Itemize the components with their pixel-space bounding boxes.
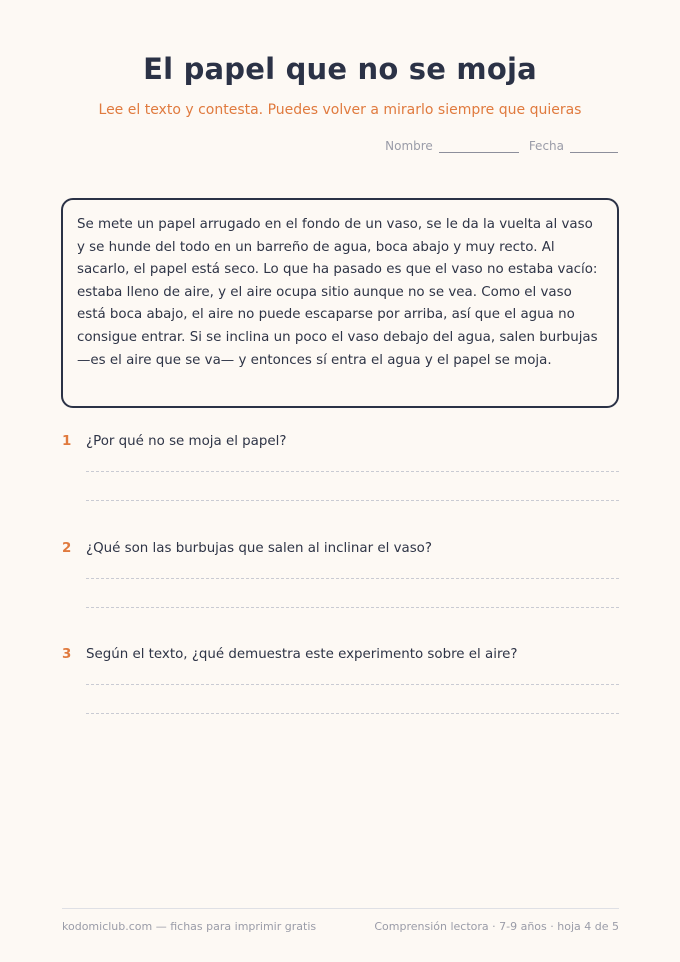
answer-line[interactable]	[86, 713, 619, 714]
footer-page-info: Comprensión lectora · 7-9 años · hoja 4 de 5	[374, 920, 619, 933]
question-number: 1	[62, 434, 72, 449]
question-text: ¿Por qué no se moja el papel?	[86, 434, 287, 449]
question-number: 3	[62, 647, 72, 662]
reading-text-box	[61, 198, 619, 408]
name-blank[interactable]	[439, 141, 519, 153]
instructions: Lee el texto y contesta. Puedes volver a mirarlo siempre que quieras	[98, 102, 582, 118]
footer-site: kodomiclub.com — fichas para imprimir gratis	[62, 920, 317, 933]
reading-text: Se mete un papel arrugado en el fondo de un vaso, se le da la vuelta al vaso y se hunde del todo en un barreño de agua, boca abajo y muy recto. Al sacarlo, el papel está seco. Lo que ha pasado es que el vaso no estaba vacío: estaba lleno de aire, y el aire ocupa sitio aunque no se vea. Como el vaso está boca abajo, el aire no puede escaparse por arriba, así que el agua no consigue entrar. Si se inclina un poco el vaso debajo del agua, salen burbujas —es el aire que se va— y entonces sí entra el agua y el papel se moja.	[77, 217, 598, 368]
date-label: Fecha	[528, 139, 564, 153]
answer-line[interactable]	[86, 607, 619, 608]
footer-divider	[62, 908, 619, 909]
question-text: Según el texto, ¿qué demuestra este experimento sobre el aire?	[86, 647, 518, 662]
question-text: ¿Qué son las burbujas que salen al inclinar el vaso?	[86, 541, 432, 556]
name-label: Nombre	[385, 139, 433, 153]
question-3	[62, 647, 619, 662]
answer-line[interactable]	[86, 471, 619, 472]
question-number: 2	[62, 541, 72, 556]
question-2	[62, 541, 619, 556]
question-1	[62, 434, 619, 449]
date-blank[interactable]	[570, 141, 618, 153]
answer-line[interactable]	[86, 578, 619, 579]
name-date-row	[385, 139, 618, 153]
page-title: El papel que no se moja	[143, 52, 537, 86]
answer-line[interactable]	[86, 684, 619, 685]
answer-line[interactable]	[86, 500, 619, 501]
